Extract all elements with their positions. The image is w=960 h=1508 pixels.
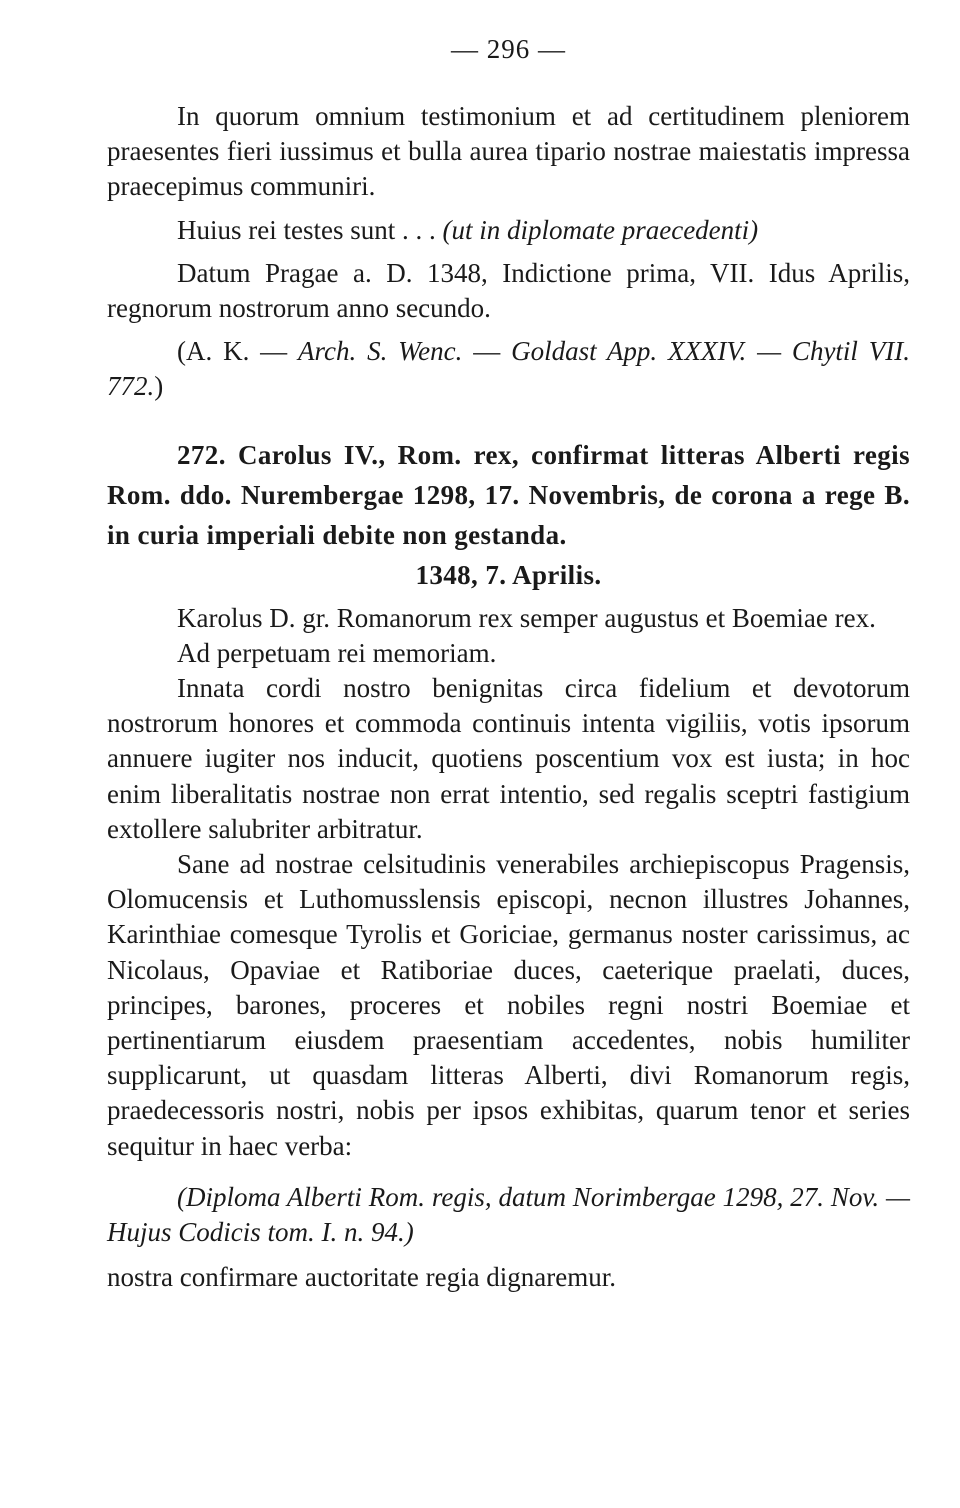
insert-reference-text: (Diploma Alberti Rom. regis, datum Norimbergae 1298, 27. Nov. — Hujus Codicis tom. I. n. 94.) <box>107 1181 910 1248</box>
arenga: Innata cordi nostro benignitas circa fidelium et devotorum nostrorum honores et commoda continuis intenta vigiliis, votis ipsorum annuere iugiter nos inducit, quotiens poscentium vox est iusta; in hoc enim liberalitatis nostrae non errat intentio, sed regalis sceptri fastigium extollere salubriter arbitratur. <box>107 673 910 844</box>
insert-reference <box>107 1180 910 1250</box>
arenga-intro: Ad perpetuam rei memoriam. <box>177 637 497 668</box>
narratio: Sane ad nostrae celsitudinis venerabiles archiepiscopus Pragensis, Olomucensis et Luthomusslensis episcopi, necnon illustres Johannes, Karinthiae comesque Tyrolis et Goriciae, germanus noster carissimus, ac Nicolaus, Opaviae et Ratiboriae duces, caeterique praelati, duces, principes, barones, proceres et nobiles regni nostri Boemiae et pertinentiarum eiusdem praesentiam accedentes, nobis humiliter supplicarunt, ut quasdam litteras Alberti, divi Romanorum regis, praedecessoris nostri, nobis per ipsos exhibitas, quarum tenor et series sequitur in haec verba: <box>107 849 910 1161</box>
ref-close: ) <box>154 371 164 402</box>
document-page <box>107 30 910 1295</box>
ref-arch: Arch. S. Wenc. <box>298 336 463 367</box>
source-reference <box>107 334 910 404</box>
intitulatio: Karolus D. gr. Romanorum rex semper augustus et Boemiae rex. <box>177 602 876 633</box>
closing-line: nostra confirmare auctoritate regia dignaremur. <box>107 1262 617 1293</box>
charter-heading: 272. Carolus IV., Rom. rex, confirmat litteras Alberti regis Rom. ddo. Nurembergae 1298, 17. Novembris, de corona a rege B. in curia imperiali debite non gestanda. <box>107 439 910 550</box>
ref-open: (A. K. — <box>177 336 298 367</box>
witnesses-line <box>107 213 910 248</box>
ref-goldast: Goldast App. XXXIV. — Chytil VII. 772. <box>107 336 910 402</box>
datum-paragraph: Datum Pragae a. D. 1348, Indictione prima, VII. Idus Aprilis, regnorum nostrorum anno secundo. <box>107 257 910 324</box>
top-paragraph: In quorum omnium testimonium et ad certitudinem pleniorem praesentes fieri iussimus et bulla aurea tipario nostrae maiestatis impressa praecepimus communiri. <box>107 101 910 202</box>
page-number: — 296 — <box>451 34 566 64</box>
witnesses-text: Huius rei testes sunt . . . <box>177 214 443 245</box>
ref-sep: — <box>462 336 512 367</box>
witnesses-italic: (ut in diplomate praecedenti) <box>442 214 759 245</box>
charter-date: 1348, 7. Aprilis. <box>415 559 602 590</box>
